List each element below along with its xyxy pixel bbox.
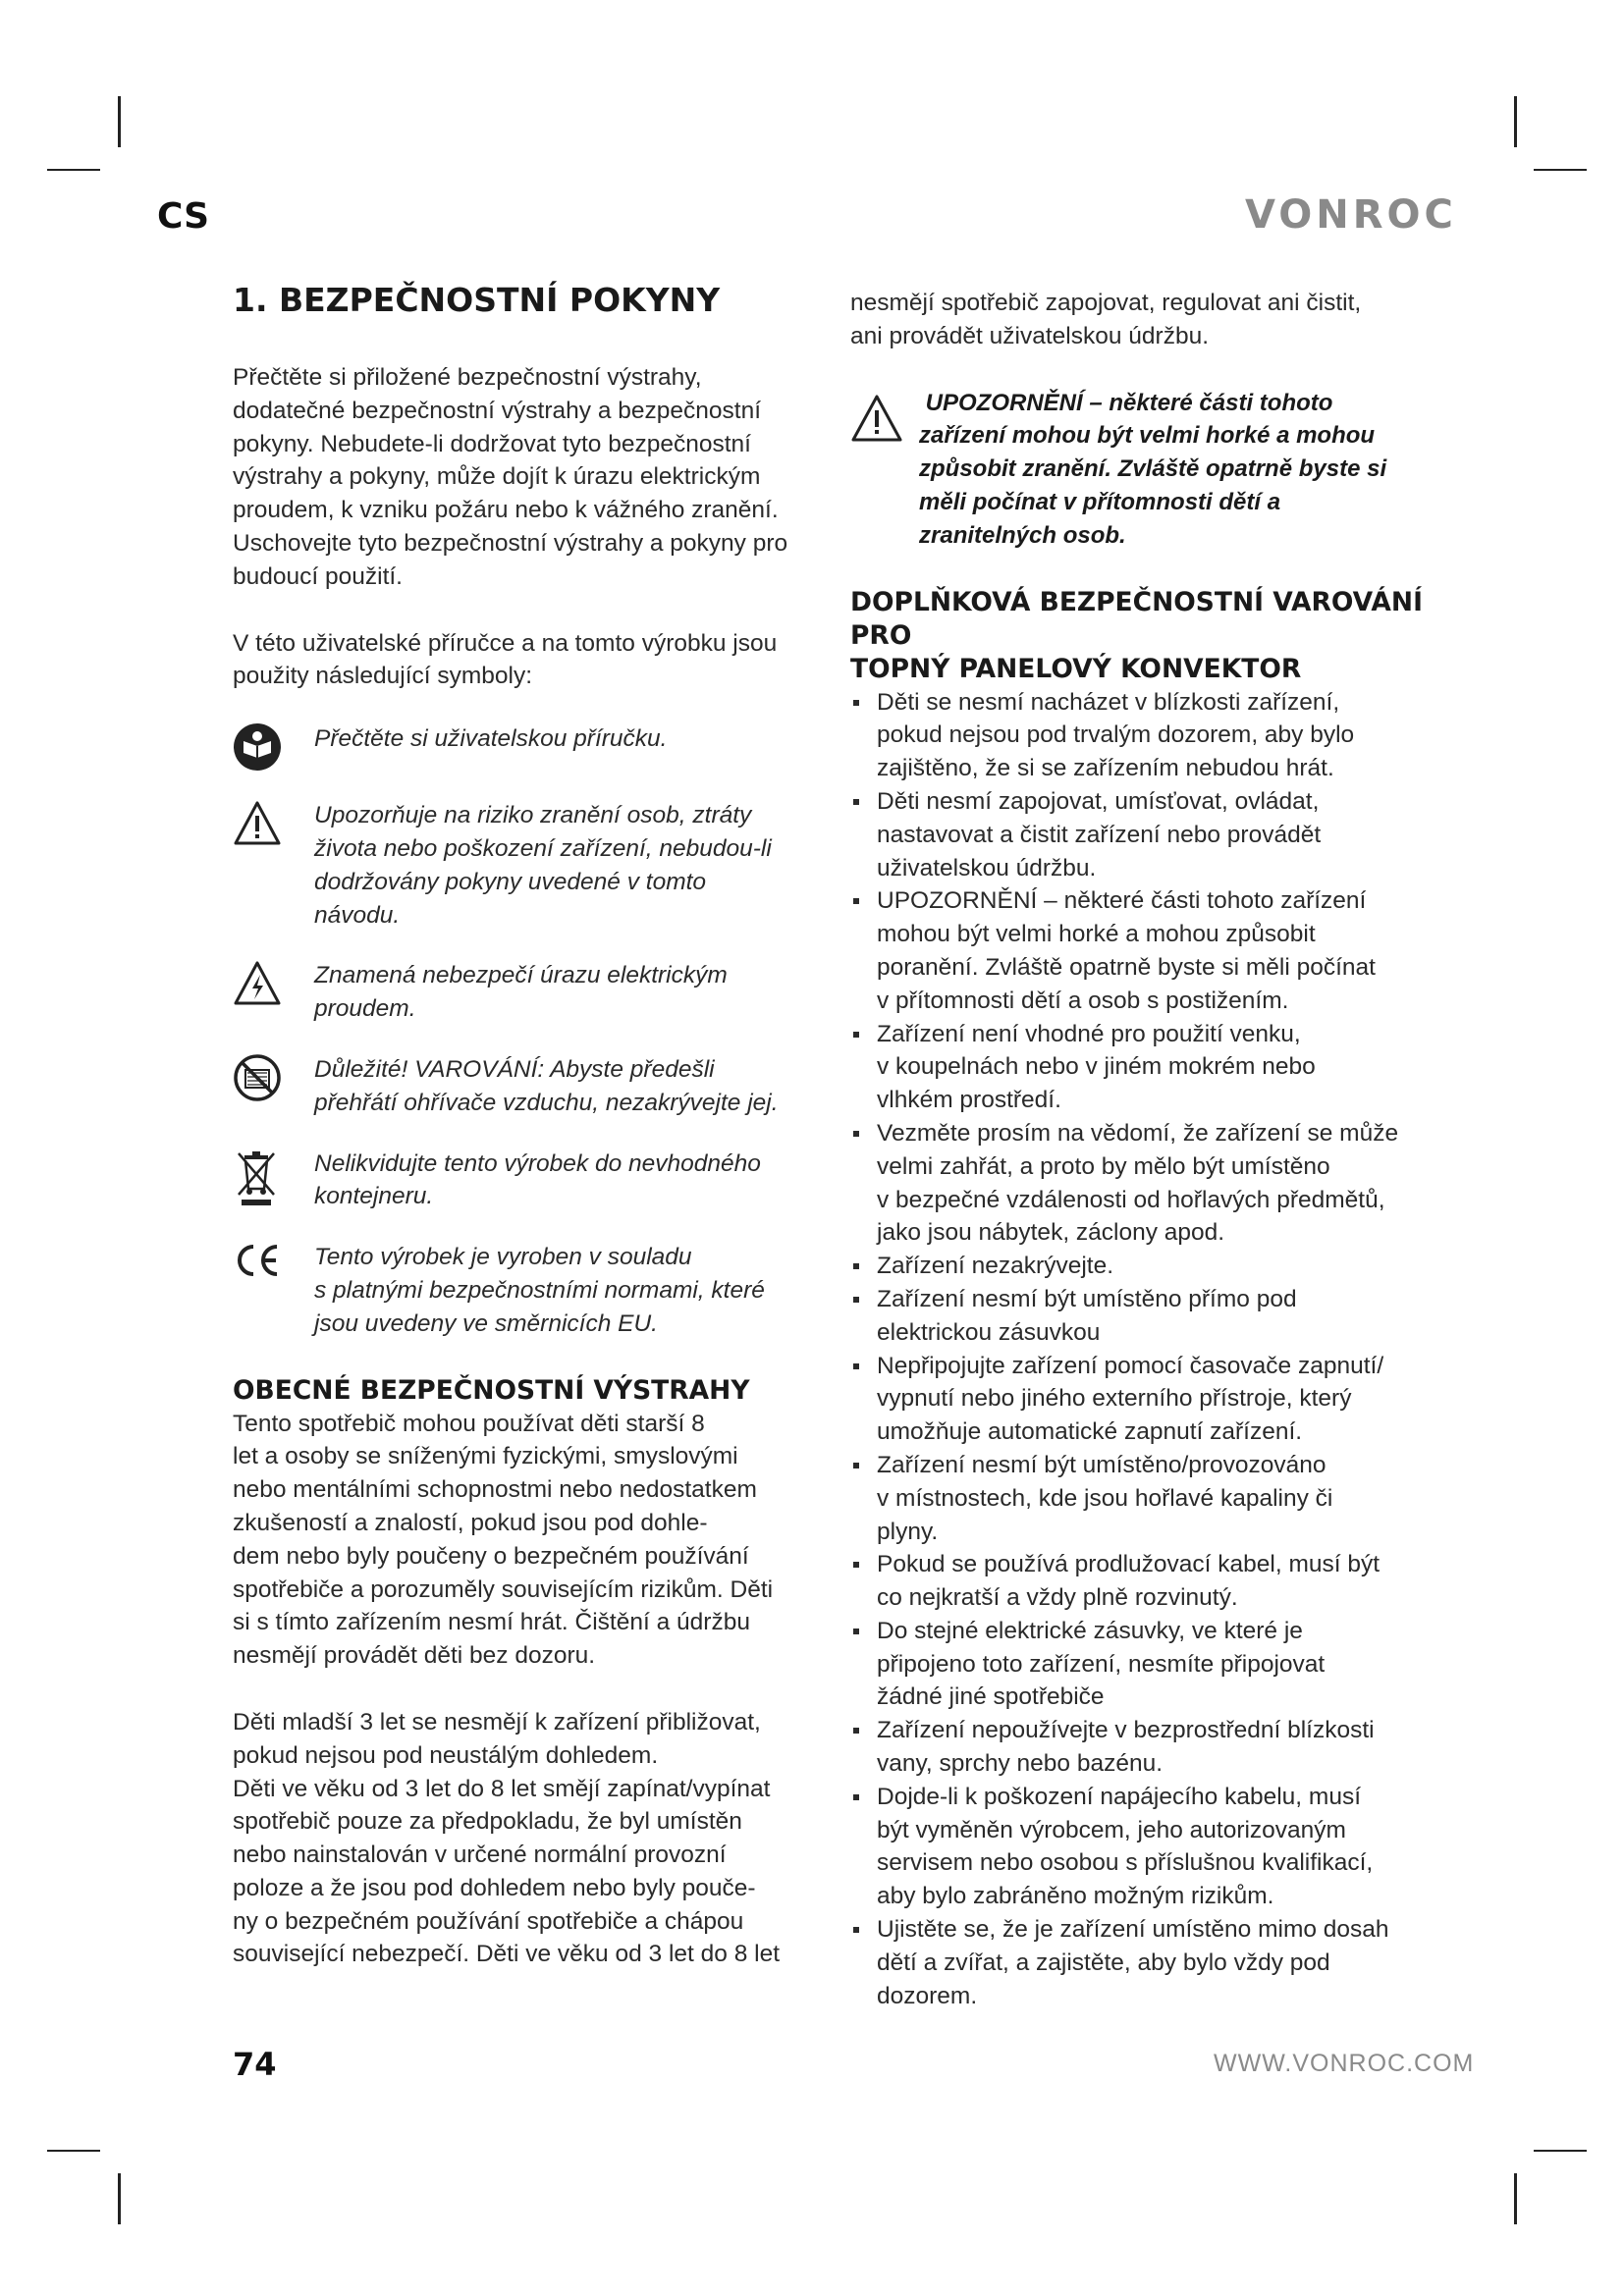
list-item: Dojde-li k poškození napájecího kabelu, musí být vyměněn výrobcem, jeho autorizovaným servisem nebo osobou s příslušnou kvalifikací, aby bylo zabráněno možným rizikům. [850,1781,1444,1913]
list-item: Ujistěte se, že je zařízení umístěno mimo dosah dětí a zvířat, a zajistěte, aby bylo vždy pod dozorem. [850,1913,1444,2012]
left-column [233,279,822,1971]
symbol-text: Přečtěte si uživatelskou příručku. [314,725,668,753]
weee-bin-icon [233,1148,282,1208]
list-item: Pokud se používá prodlužovací kabel, musí být co nejkratší a vždy plně rozvinutý. [850,1548,1444,1615]
symbols-intro: V této uživatelské příručce a na tomto výrobku jsou použity následující symboly: [233,629,778,690]
crop-mark [1514,96,1517,147]
symbol-text: Důležité! VAROVÁNÍ: Abyste předešli přehřátí ohřívače vzduchu, nezakrývejte jej. [314,1055,779,1116]
list-item: Děti nesmí zapojovat, umísťovat, ovládat, nastavovat a čistit zařízení nebo provádět uživatelskou údržbu. [850,785,1444,884]
crop-mark [1534,169,1587,171]
list-item: Zařízení nesmí být umístěno/provozováno v místnostech, kde jsou hořlavé kapaliny či plyny. [850,1449,1444,1548]
symbol-text: Upozorňuje na riziko zranění osob, ztráty života nebo poškození zařízení, nebudou-li dodržovány pokyny uvedené v tomto návodu. [314,802,772,929]
general-paragraph-2: Děti mladší 3 let se nesmějí k zařízení přibližovat, pokud nejsou pod neustálým dohledem. Děti ve věku od 3 let do 8 let smějí zapínat/vypínat spotřebič pouze za předpokladu, že byl umístěn nebo nainstalován v určené normální provozní poloze a že jsou pod dohledem nebo byly pouče- ny o bezpečném používání spotřebiče a chápou související nebezpečí. Děti ve věku od 3 let do 8 let [233,1708,781,1968]
crop-mark [1514,2173,1517,2224]
ce-mark-icon [233,1241,282,1280]
electric-shock-icon [233,959,282,1008]
symbol-row [233,959,822,1026]
section-title: 1. BEZPEČNOSTNÍ POKYNY [233,281,721,319]
page-number: 74 [233,2046,277,2083]
warnings-list [850,686,1444,2013]
symbol-text: Nelikvidujte tento výrobek do nevhodného kontejneru. [314,1149,761,1210]
symbol-row [233,1148,822,1214]
crop-mark [47,2150,100,2152]
read-manual-icon [233,722,282,772]
language-code: CS [157,196,210,237]
list-item: Do stejné elektrické zásuvky, ve které je připojeno toto zařízení, nesmíte připojovat žádné jiné spotřebiče [850,1615,1444,1714]
list-item: UPOZORNĚNÍ – některé části tohoto zařízení mohou být velmi horké a mohou způsobit poranění. Zvláště opatrně byste si měli počínat v přítomnosti dětí a osob s postižením. [850,884,1444,1017]
warning-text: UPOZORNĚNÍ – některé části tohoto zařízení mohou být velmi horké a mohou způsobit zranění. Zvláště opatrně byste si měli počínat v přítomnosti dětí a zranitelných osob. [919,389,1387,549]
symbol-row [233,722,822,772]
list-item: Nepřipojujte zařízení pomocí časovače zapnutí/ vypnutí nebo jiného externího přístroje, který umožňuje automatické zapnutí zařízení. [850,1350,1444,1449]
brand-logo: VONROC [1245,192,1457,238]
list-item: Vezměte prosím na vědomí, že zařízení se může velmi zahřát, a proto by mělo být umístěno v bezpečné vzdálenosti od hořlavých předmětů, jako jsou nábytek, záclony apod. [850,1117,1444,1250]
hot-surface-warning [850,387,1444,553]
list-item: Zařízení nepoužívejte v bezprostřední blízkosti vany, sprchy nebo bazénu. [850,1714,1444,1781]
warning-triangle-icon [233,799,282,848]
website-url: WWW.VONROC.COM [1214,2050,1475,2077]
crop-mark [47,169,100,171]
list-item: Zařízení nesmí být umístěno přímo pod elektrickou zásuvkou [850,1283,1444,1350]
extra-warnings-title: DOPLŇKOVÁ BEZPEČNOSTNÍ VAROVÁNÍ PRO TOPNÝ PANELOVÝ KONVEKTOR [850,586,1423,684]
general-warnings-title: OBECNÉ BEZPEČNOSTNÍ VÝSTRAHY [233,1374,750,1406]
symbol-row [233,1053,822,1120]
symbol-text: Znamená nebezpečí úrazu elektrickým proudem. [314,962,728,1023]
crop-mark [118,96,121,147]
general-paragraph-1: Tento spotřebič mohou používat děti starší 8 let a osoby se sníženými fyzickými, smyslovými nebo mentálními schopnostmi nebo nedostatkem zkušeností a znalostí, pokud jsou pod dohle- dem nebo byly poučeny o bezpečném používání spotřebiče a porozuměly souvisejícím rizikům. Děti si s tímto zařízením nesmí hrát. Čištění a údržbu nesmějí provádět děti bez dozoru. [233,1410,774,1670]
right-column [850,287,1444,2012]
continued-paragraph: nesmějí spotřebič zapojovat, regulovat ani čistit, ani provádět uživatelskou údržbu. [850,290,1362,349]
do-not-cover-icon [233,1053,282,1102]
list-item: Děti se nesmí nacházet v blízkosti zařízení, pokud nejsou pod trvalým dozorem, aby bylo zajištěno, že si se zařízením nebudou hrát. [850,686,1444,785]
warning-triangle-icon [850,393,903,454]
list-item: Zařízení nezakrývejte. [850,1250,1444,1283]
list-item: Zařízení není vhodné pro použití venku, v koupelnách nebo v jiném mokrém nebo vlhkém prostředí. [850,1018,1444,1117]
symbol-row [233,799,822,932]
symbol-text: Tento výrobek je vyroben v souladu s platnými bezpečnostními normami, které jsou uvedeny ve směrnicích EU. [314,1244,765,1337]
intro-paragraph: Přečtěte si přiložené bezpečnostní výstrahy, dodatečné bezpečnostní výstrahy a bezpečnostní pokyny. Nebudete-li dodržovat tyto bezpečnostní výstrahy a pokyny, může dojít k úrazu elektrickým proudem, k vzniku požáru nebo k vážného zranění. Uschovejte tyto bezpečnostní výstrahy a pokyny pro budoucí použití. [233,364,788,590]
crop-mark [118,2173,121,2224]
crop-mark [1534,2150,1587,2152]
symbol-row [233,1241,822,1340]
